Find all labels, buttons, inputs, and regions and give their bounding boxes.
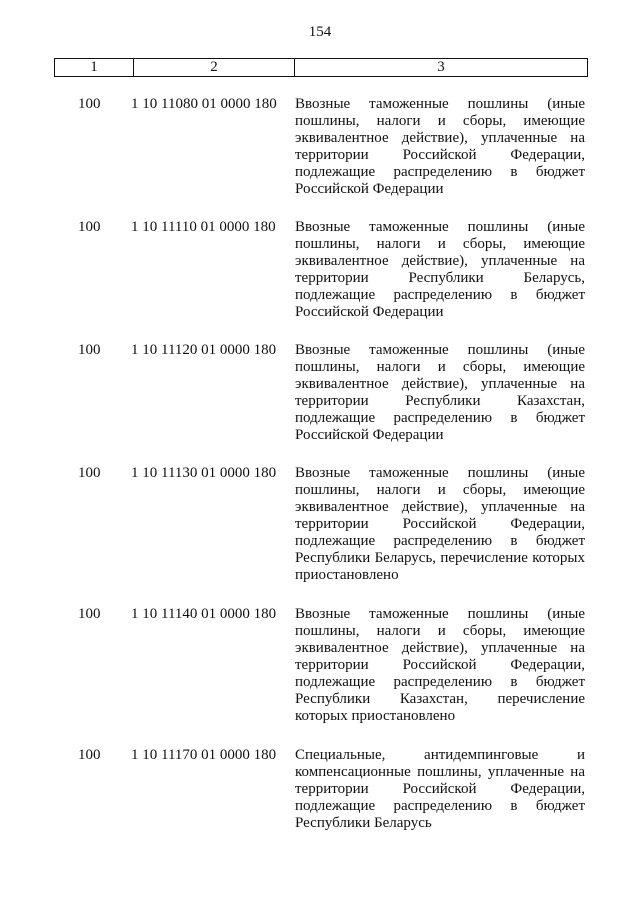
- table-row: [0, 747, 640, 870]
- revenue-description: Ввозные таможенные пошлины (иные пошлины, налоги и сборы, имеющие эквивалентное действие), уплаченные на территории Российской Федерации, подлежащие распределению в бюджет Республики Беларусь, перечисление которых приостановлено: [295, 465, 585, 583]
- table-header: [54, 58, 588, 77]
- revenue-description: Специальные, антидемпинговые и компенсационные пошлины, уплаченные на территории Российской Федерации, подлежащие распределению в бюджет Республики Беларусь: [295, 747, 585, 831]
- budget-code: 1 10 11080 01 0000 180: [131, 96, 277, 112]
- revenue-description: Ввозные таможенные пошлины (иные пошлины, налоги и сборы, имеющие эквивалентное действие), уплаченные на территории Российской Федерации, подлежащие распределению в бюджет Республики Казахстан, перечисление которых приостановлено: [295, 606, 585, 724]
- admin-code: 100: [78, 96, 101, 112]
- table-body: [0, 96, 640, 870]
- budget-code: 1 10 11110 01 0000 180: [131, 219, 276, 235]
- table-row: [0, 465, 640, 606]
- budget-code: 1 10 11120 01 0000 180: [131, 342, 277, 358]
- budget-code: 1 10 11130 01 0000 180: [131, 465, 277, 481]
- table-row: [0, 219, 640, 342]
- header-col-3: 3: [295, 59, 588, 77]
- budget-code: 1 10 11140 01 0000 180: [131, 606, 277, 622]
- admin-code: 100: [78, 219, 101, 235]
- admin-code: 100: [78, 606, 101, 622]
- admin-code: 100: [78, 465, 101, 481]
- table-row: [0, 606, 640, 747]
- table-row: [0, 342, 640, 465]
- page-number: 154: [308, 24, 332, 40]
- budget-code: 1 10 11170 01 0000 180: [131, 747, 277, 763]
- table-row: [0, 96, 640, 219]
- header-col-2: 2: [134, 59, 295, 77]
- admin-code: 100: [78, 342, 101, 358]
- revenue-description: Ввозные таможенные пошлины (иные пошлины, налоги и сборы, имеющие эквивалентное действие), уплаченные на территории Республики Казахстан, подлежащие распределению в бюджет Российской Федерации: [295, 342, 585, 443]
- admin-code: 100: [78, 747, 101, 763]
- revenue-description: Ввозные таможенные пошлины (иные пошлины, налоги и сборы, имеющие эквивалентное действие), уплаченные на территории Российской Федерации, подлежащие распределению в бюджет Российской Федерации: [295, 96, 585, 197]
- revenue-description: Ввозные таможенные пошлины (иные пошлины, налоги и сборы, имеющие эквивалентное действие), уплаченные на территории Республики Беларусь, подлежащие распределению в бюджет Российской Федерации: [295, 219, 585, 320]
- header-col-1: 1: [55, 59, 134, 77]
